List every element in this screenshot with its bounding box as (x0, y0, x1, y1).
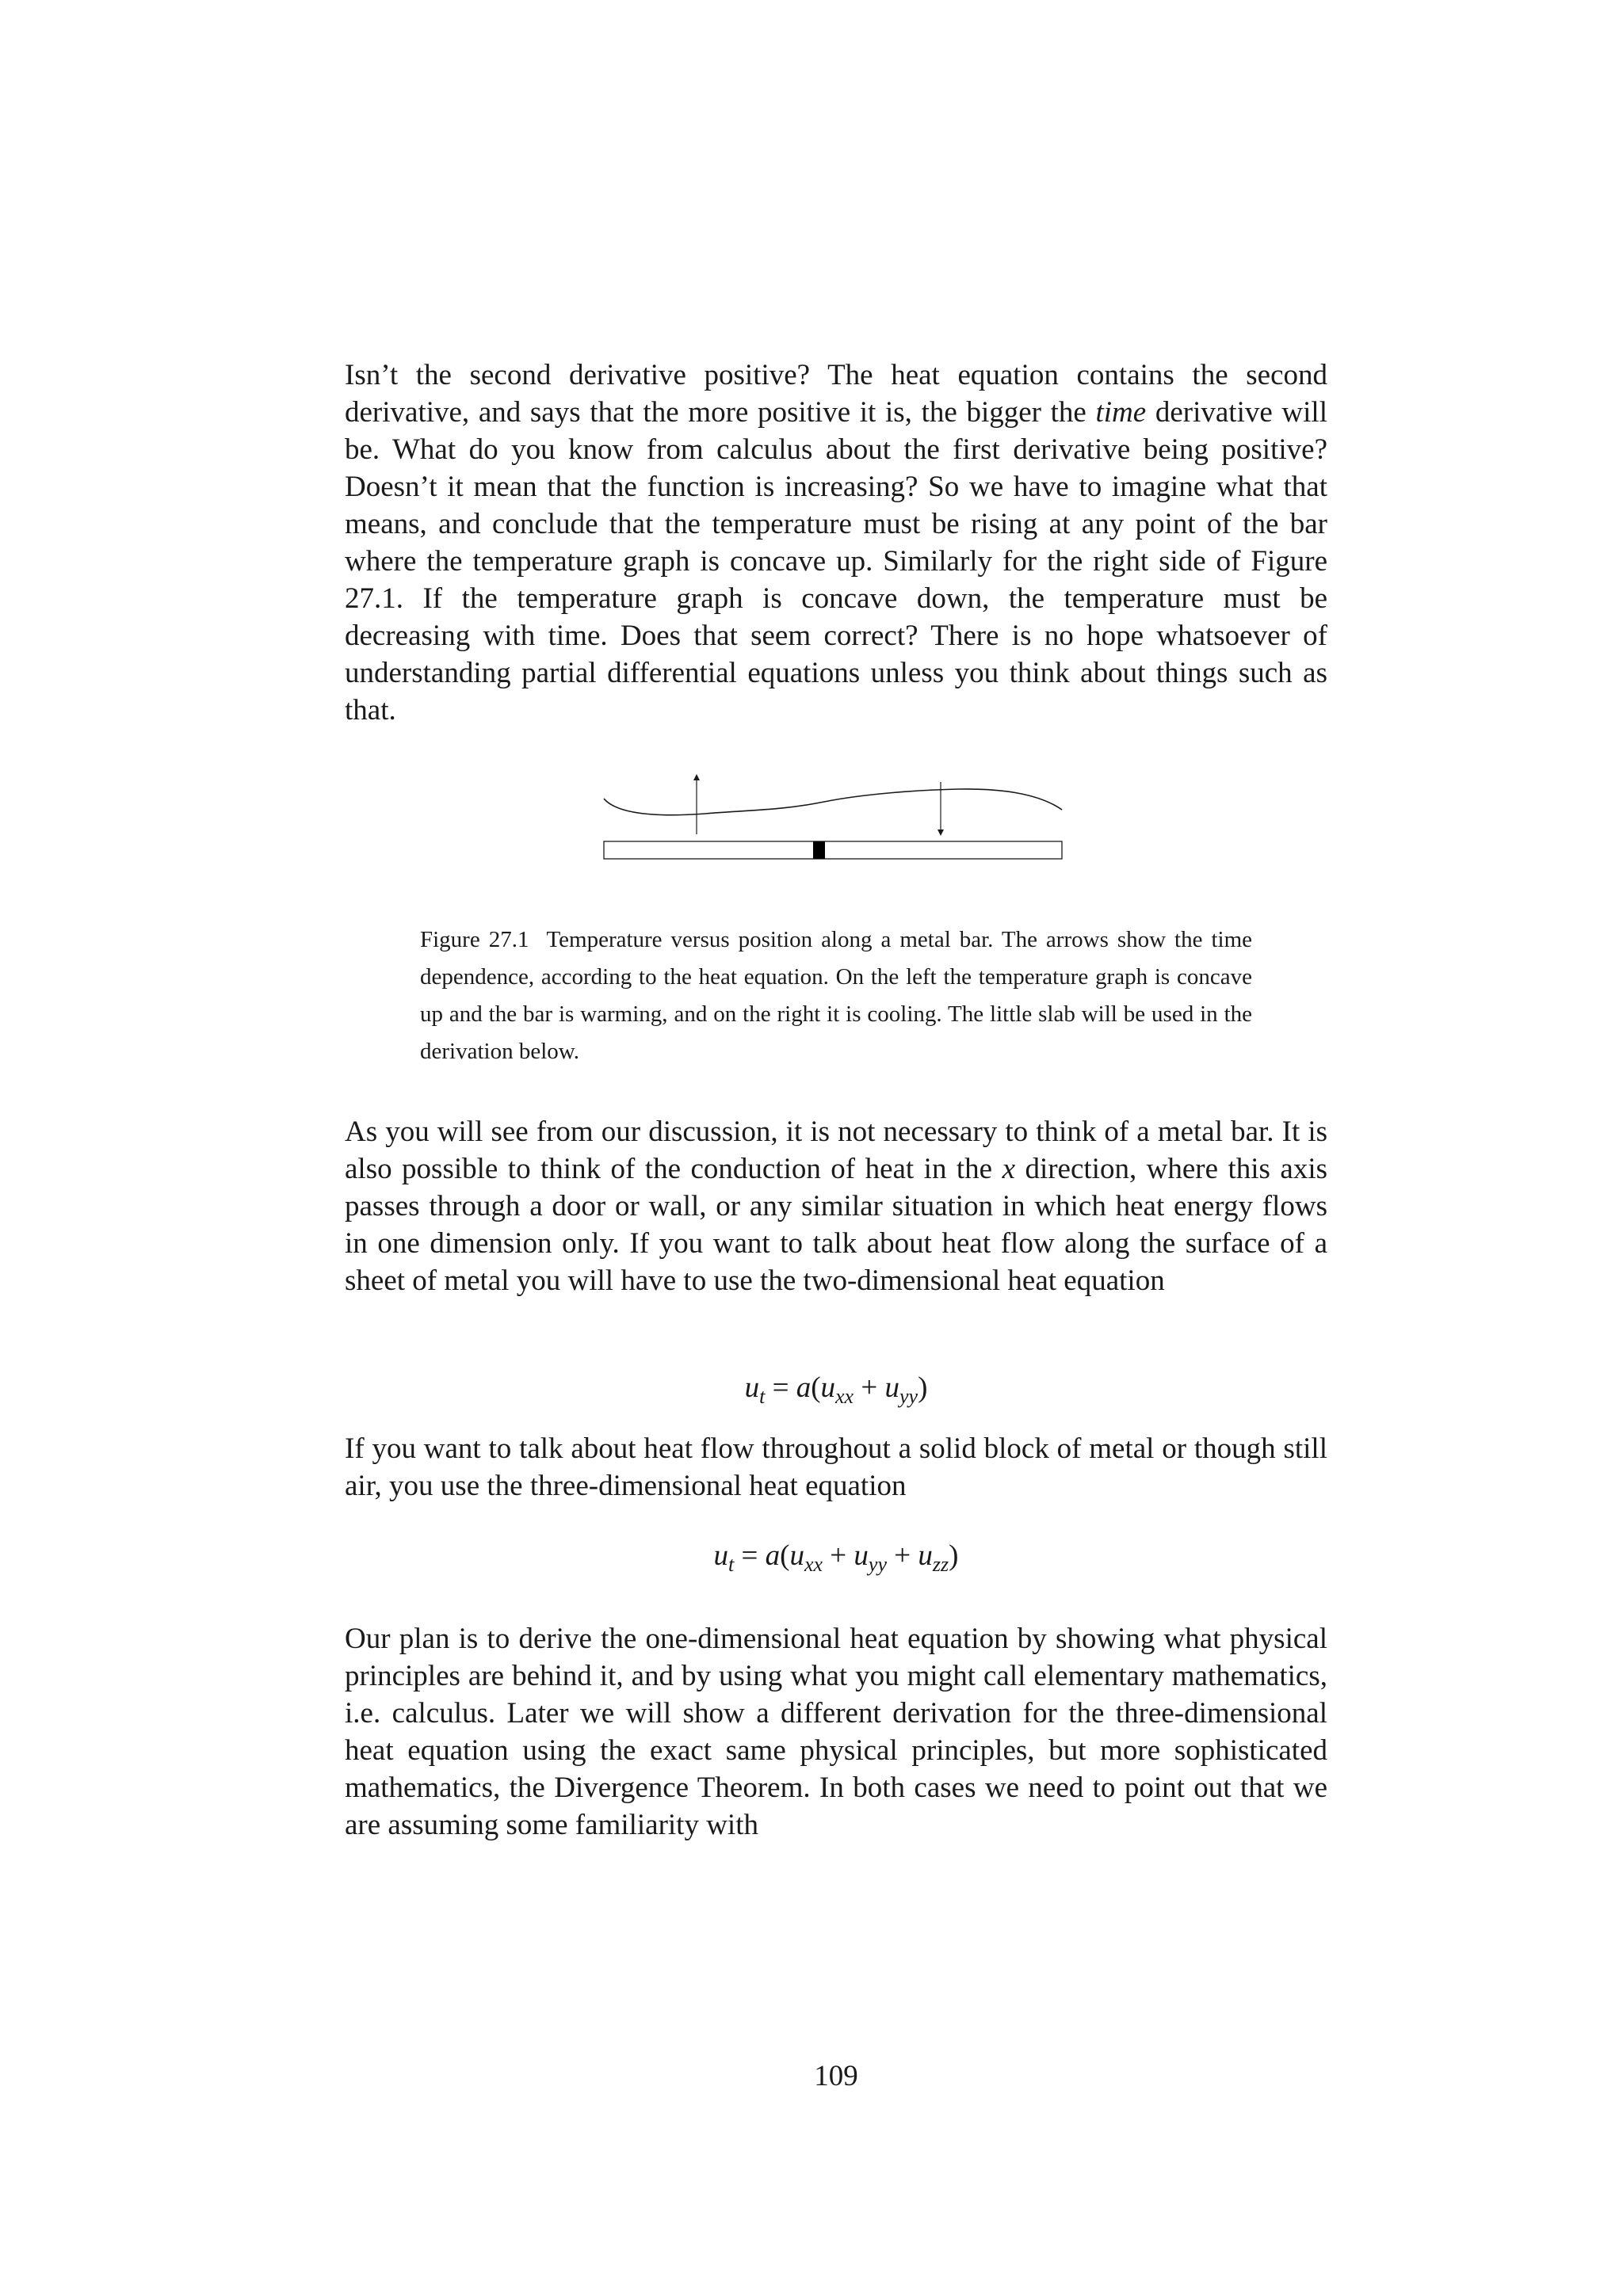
equation-2d-heat: $u_t = a(u_{xx} + u_{yy})$ (744, 1371, 928, 1408)
body-paragraph-3: If you want to talk about heat flow throughout a solid block of metal or though still air, you use the three-dimensional heat equation (345, 1432, 1327, 1502)
body-paragraph-2 (345, 1113, 1327, 1299)
figure-label: Figure 27.1 (420, 927, 529, 952)
emphasized-word: time (1095, 396, 1147, 429)
paragraph-text: Isn’t the second derivative positive? The heat equation contains the second derivative, and says that the more positive it is, the bigger the (345, 359, 1327, 429)
body-paragraph-4: Our plan is to derive the one-dimensional heat equation by showing what physical principles are behind it, and by using what you might call elementary mathematics, i.e. calculus. Later we will show a different derivation for the three-dimensional heat equation using the exact same physical principles, but more sophisticated mathematics, the Divergence Theorem. In both cases we need to point out that we are assuming some familiarity with (345, 1623, 1327, 1841)
page-number: 109 (814, 2060, 858, 2092)
figure-caption (420, 921, 1252, 1070)
temperature-bar-figure (586, 765, 1078, 868)
equation-3d-heat: $u_t = a(u_{xx} + u_{yy} + u_{zz})$ (713, 1539, 959, 1576)
paragraph-text: direction, where this axis passes through a door or wall, or any similar situation in which heat energy flows in one dimension only. If you want to talk about heat flow along the surface of a sheet of metal you will have to use the two-dimensional heat equation (345, 1153, 1328, 1297)
temperature-curve (604, 789, 1062, 815)
paragraph-text: As you will see from our discussion, it is not necessary to think of a metal bar. It is also possible to think of the conduction of heat in the (345, 1116, 1327, 1185)
caption-text: Temperature versus position along a metal bar. The arrows show the time dependence, according to the heat equation. On the left the temperature graph is concave up and the bar is warming, and on the right it is cooling. The little slab will be used in the derivation below. (420, 927, 1252, 1064)
little-slab (813, 841, 825, 859)
body-paragraph-1 (345, 357, 1327, 729)
paragraph-text: derivative will be. What do you know from calculus about the first derivative being positive? Doesn’t it mean that the function is increasing? So we have to imagine what that means, and conclude that the temperature must be rising at any point of the bar where the temperature graph is concave up. Similarly for the right side of Figure 27.1. If the temperature graph is concave down, the temperature must be decreasing with time. Does that seem correct? There is no hope whatsoever of understanding partial differential equations unless you think about things such as that. (345, 396, 1327, 727)
metal-bar (604, 841, 1062, 859)
math-variable: x (1002, 1153, 1015, 1185)
